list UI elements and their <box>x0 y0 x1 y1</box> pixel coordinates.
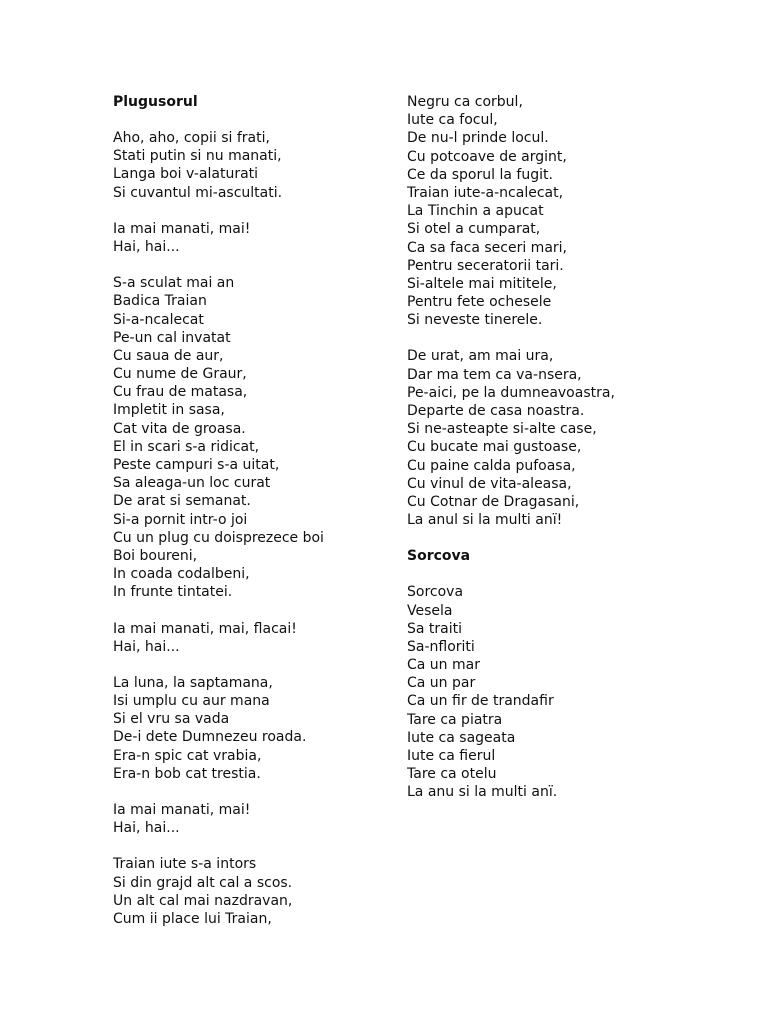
verse-line: Si el vru sa vada <box>113 711 230 728</box>
verse-line: De urat, am mai ura, <box>407 348 554 365</box>
verse-line: Si ne-asteapte si-alte case, <box>407 421 597 438</box>
verse-line: Cum ii place lui Traian, <box>113 910 272 927</box>
verse-line: Hai, hai... <box>113 638 180 655</box>
verse-line: Ca un mar <box>407 657 480 674</box>
stanza <box>113 855 383 928</box>
plugusorul-continued-stanzas <box>407 93 707 529</box>
verse-line: La Tinchin a apucat <box>407 203 544 220</box>
verse-line: Sa-nfloriti <box>407 638 475 655</box>
verse-line: La anul si la multi anï! <box>407 512 563 529</box>
verse-line: Si cuvantul mi-ascultati. <box>113 184 283 201</box>
verse-line: Cu nume de Graur, <box>113 366 247 383</box>
stanza <box>113 674 383 783</box>
verse-line: Si otel a cumparat, <box>407 221 541 238</box>
verse-line: Cu un plug cu doisprezece boi <box>113 529 324 546</box>
verse-line: Iute ca focul, <box>407 112 498 129</box>
verse-line: Hai, hai... <box>113 238 180 255</box>
verse-line: Tare ca otelu <box>407 766 497 783</box>
stanza <box>113 274 383 601</box>
verse-line: S-a sculat mai an <box>113 275 235 292</box>
verse-line: Cu saua de aur, <box>113 347 224 364</box>
verse-line: Ia mai manati, mai! <box>113 802 251 818</box>
verse-line: Dar ma tem ca va-nsera, <box>407 366 582 383</box>
verse-line: Era-n spic cat vrabia, <box>113 747 262 764</box>
stanza <box>113 220 383 256</box>
verse-line: Departe de casa noastra. <box>407 403 585 419</box>
verse-line: In coada codalbeni, <box>113 566 250 583</box>
verse-line: Badica Traian <box>113 293 207 310</box>
verse-line: Un alt cal mai nazdravan, <box>113 892 293 909</box>
verse-line: La anu si la multi anï. <box>407 784 558 801</box>
verse-line: Langa boi v-alaturati <box>113 166 259 183</box>
verse-line: El in scari s-a ridicat, <box>113 438 260 455</box>
verse-line: Pentru seceratorii tari. <box>407 257 564 274</box>
verse-line: Ia mai manati, mai! <box>113 220 251 237</box>
verse-line: In frunte tintatei. <box>113 584 233 601</box>
verse-line: Si-altele mai mititele, <box>407 275 557 292</box>
verse-line: Ce da sporul la fugit. <box>407 166 553 183</box>
plugusorul-stanzas <box>113 129 383 928</box>
verse-line: Sa aleaga-un loc curat <box>113 475 271 492</box>
verse-line: Ia mai manati, mai, flacai! <box>113 620 297 637</box>
verse-line: La luna, la saptamana, <box>113 674 273 691</box>
verse-line: De-i dete Dumnezeu roada. <box>113 729 307 746</box>
verse-line: Negru ca corbul, <box>407 94 523 110</box>
verse-line: Pentru fete ochesele <box>407 294 552 311</box>
stanza <box>113 129 383 202</box>
verse-line: Hai, hai... <box>113 820 180 837</box>
verse-line: Cu paine calda pufoasa, <box>407 457 576 474</box>
verse-line: Cu frau de matasa, <box>113 384 248 401</box>
verse-line: Si-a pornit intr-o joi <box>113 511 248 528</box>
stanza <box>407 583 707 801</box>
stanza <box>407 347 707 529</box>
verse-line: Cu Cotnar de Dragasani, <box>407 493 580 510</box>
stanza <box>407 93 707 329</box>
stanza <box>113 620 383 656</box>
verse-line: Sorcova <box>407 584 464 601</box>
verse-line: Impletit in sasa, <box>113 402 225 419</box>
verse-line: Stati putin si nu manati, <box>113 148 282 165</box>
verse-line: Si neveste tinerele. <box>407 312 543 329</box>
verse-line: Boi boureni, <box>113 547 198 564</box>
verse-line: Tare ca piatra <box>407 711 503 728</box>
poem-title-sorcova: Sorcova <box>407 548 471 565</box>
verse-line: Cu potcoave de argint, <box>407 148 567 165</box>
verse-line: Vesela <box>407 602 453 619</box>
verse-line: Si-a-ncalecat <box>113 311 204 328</box>
verse-line: De nu-l prinde locul. <box>407 130 549 147</box>
verse-line: Traian iute s-a intors <box>113 856 257 873</box>
verse-line: Ca un par <box>407 675 476 692</box>
stanza <box>113 801 383 837</box>
verse-line: De arat si semanat. <box>113 493 251 510</box>
sorcova-stanzas <box>407 583 707 801</box>
verse-line: Ca un fir de trandafir <box>407 693 554 710</box>
verse-line: Cu vinul de vita-aleasa, <box>407 475 572 492</box>
verse-line: Sa traiti <box>407 620 463 637</box>
poem-title-plugusorul: Plugusorul <box>113 94 198 110</box>
verse-line: Cat vita de groasa. <box>113 420 246 437</box>
left-column <box>113 93 383 946</box>
verse-line: Isi umplu cu aur mana <box>113 693 270 710</box>
verse-line: Era-n bob cat trestia. <box>113 765 261 782</box>
verse-line: Pe-un cal invatat <box>113 329 231 346</box>
verse-line: Iute ca sageata <box>407 729 516 746</box>
verse-line: Cu bucate mai gustoase, <box>407 439 582 456</box>
verse-line: Pe-aici, pe la dumneavoastra, <box>407 384 615 401</box>
verse-line: Aho, aho, copii si frati, <box>113 130 270 146</box>
verse-line: Ca sa faca seceri mari, <box>407 239 567 256</box>
right-column <box>407 93 707 820</box>
verse-line: Si din grajd alt cal a scos. <box>113 874 293 891</box>
verse-line: Peste campuri s-a uitat, <box>113 457 280 473</box>
verse-line: Traian iute-a-ncalecat, <box>407 184 564 201</box>
verse-line: Iute ca fierul <box>407 748 496 764</box>
